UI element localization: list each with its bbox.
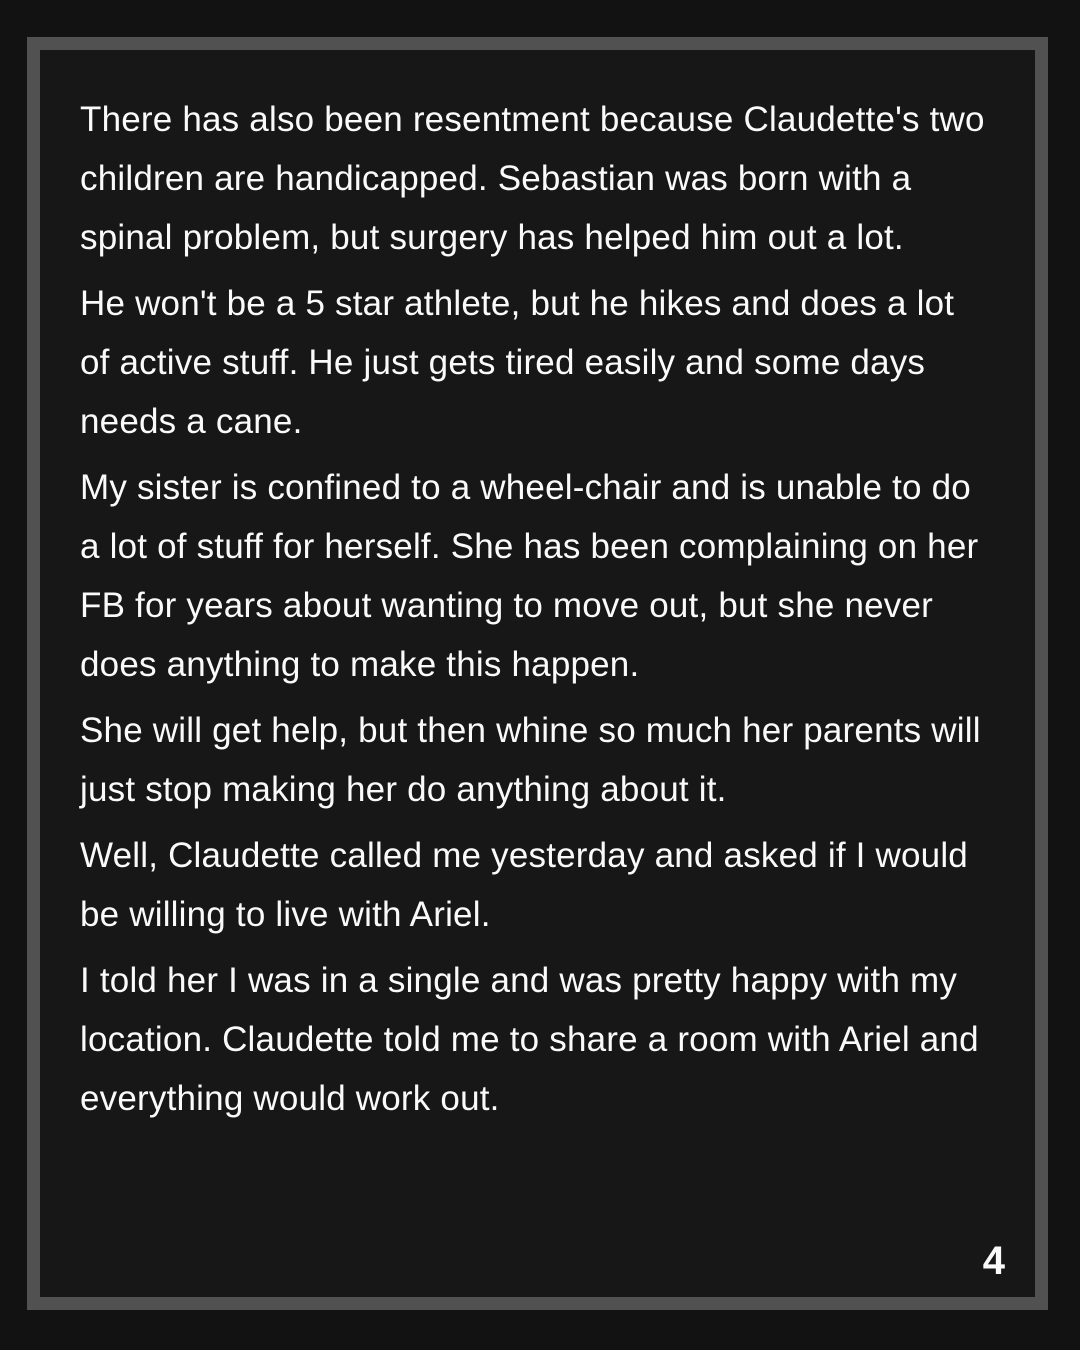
page-number: 4 [982,1239,1005,1283]
story-text [80,90,991,1128]
story-paragraph: Well, Claudette called me yesterday and asked if I would be willing to live with Ariel. [80,836,968,934]
story-paragraph: She will get help, but then whine so much her parents will just stop making her do anything about it. [80,711,981,809]
story-paragraph: My sister is confined to a wheel-chair and is unable to do a lot of stuff for herself. She has been complaining on her FB for years about wanting to move out, but she never does anything to make this happen. [80,468,979,684]
story-paragraph: There has also been resentment because Claudette's two children are handicapped. Sebastian was born with a spinal problem, but surgery has helped him out a lot. [80,100,985,257]
story-paragraph: I told her I was in a single and was pretty happy with my location. Claudette told me to share a room with Ariel and everything would work out. [80,961,979,1118]
story-card [27,37,1048,1310]
story-paragraph: He won't be a 5 star athlete, but he hikes and does a lot of active stuff. He just gets tired easily and some days needs a cane. [80,284,955,441]
